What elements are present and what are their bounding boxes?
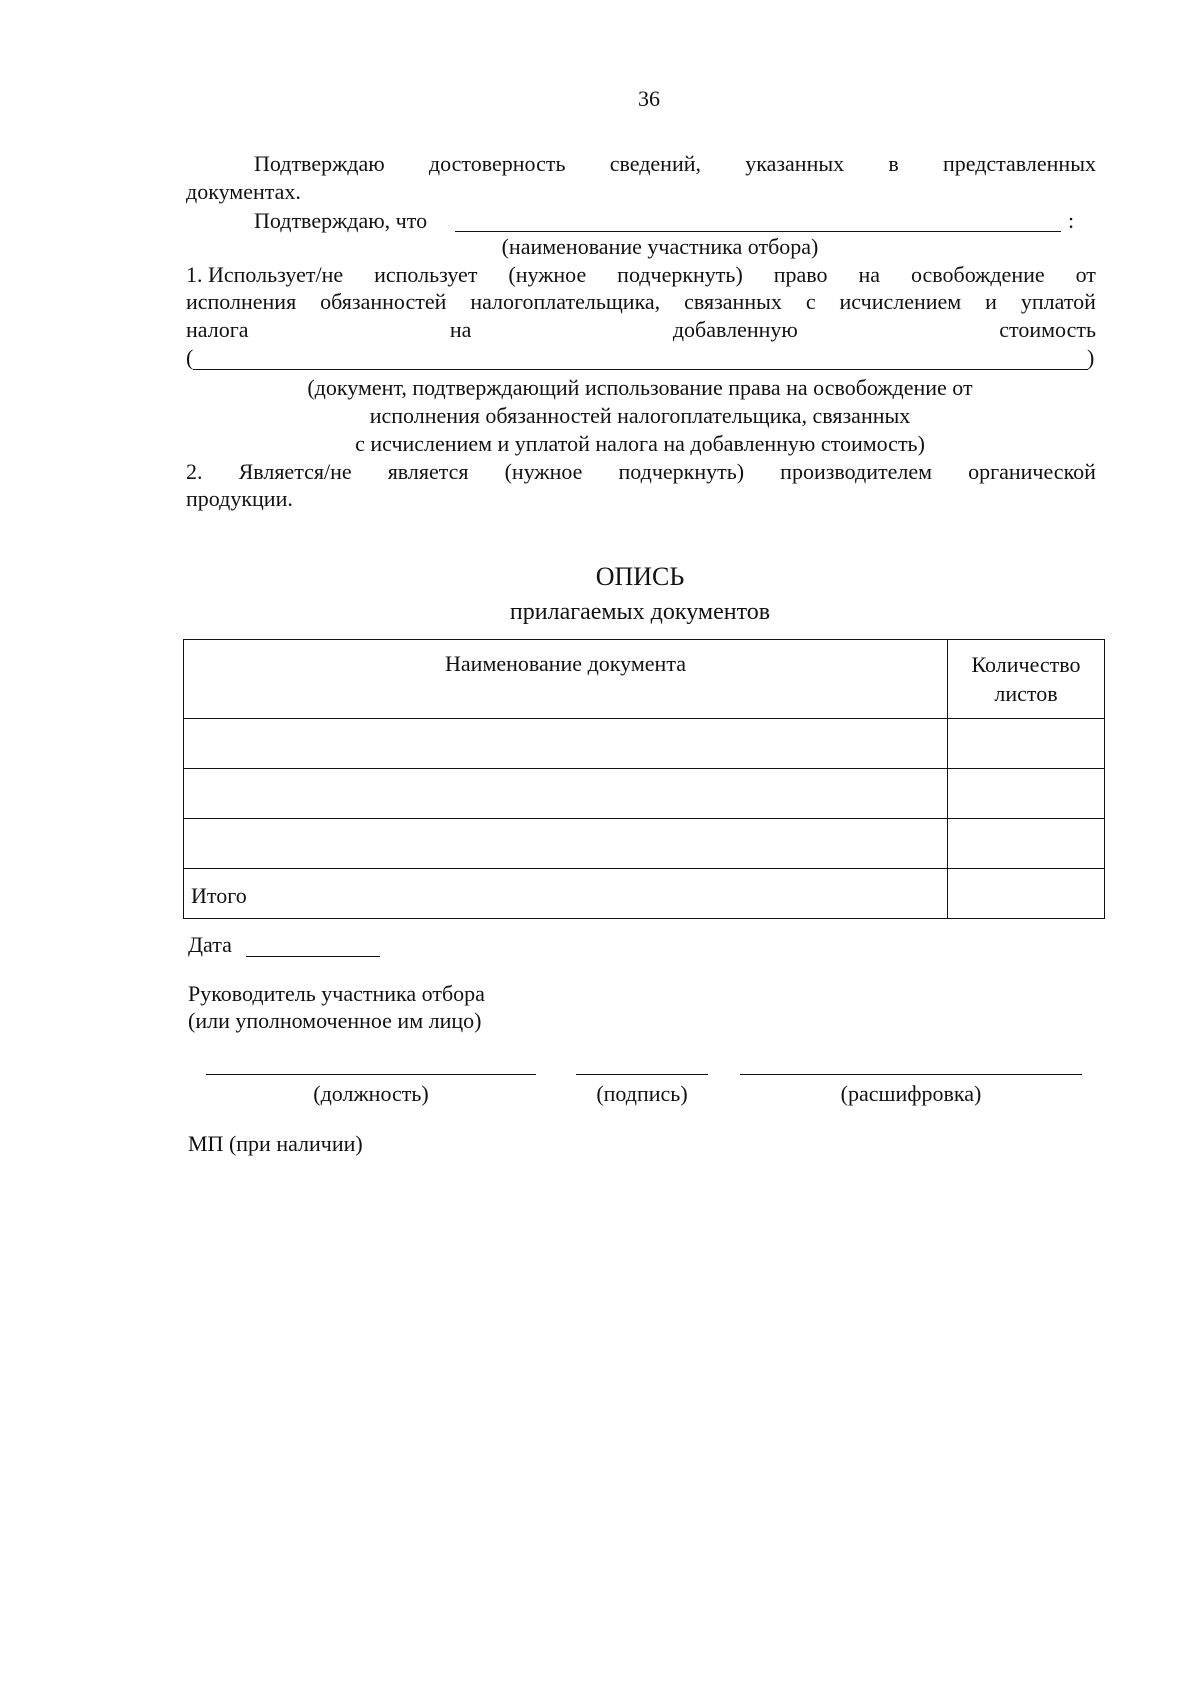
exemption-caption-line-1: (документ, подтверждающий использование права на освобождение от [307, 375, 973, 400]
item1-line-2: исполнения обязанностей налогоплательщика, связанных с исчислением и уплатой [186, 289, 1096, 314]
signature-line[interactable] [576, 1074, 708, 1075]
exemption-document-line[interactable] [193, 369, 1088, 370]
item2-line-2: продукции. [186, 486, 293, 511]
confirm-that-label: Подтверждаю, что [254, 208, 428, 233]
document-name-cell[interactable] [184, 719, 948, 769]
table-row [184, 769, 1105, 819]
document-name-cell[interactable] [184, 769, 948, 819]
decoding-caption: (расшифровка) [840, 1081, 982, 1106]
confirm-line-2: документах. [186, 179, 301, 204]
item1-paren-close: ) [1087, 345, 1095, 370]
position-caption: (должность) [313, 1081, 429, 1106]
participant-caption: (наименование участника отбора) [501, 234, 819, 259]
page-number: 36 [638, 86, 660, 111]
head-label-line-1: Руководитель участника отбора [188, 981, 485, 1006]
head-label-line-2: (или уполномоченное им лицо) [188, 1008, 482, 1033]
total-label-cell: Итого [184, 869, 948, 919]
sheet-count-cell[interactable] [948, 819, 1105, 869]
date-line[interactable] [246, 956, 380, 957]
total-row [184, 869, 1105, 919]
item1-paren-open: ( [186, 345, 194, 370]
item2-line-1: 2. Является/не является (нужное подчеркнуть) производителем органической [186, 459, 1096, 484]
sheet-count-cell[interactable] [948, 719, 1105, 769]
inventory-subtitle: прилагаемых документов [509, 599, 771, 625]
inventory-title: ОПИСЬ [595, 562, 685, 591]
inventory-table [183, 639, 1105, 919]
sheet-count-cell[interactable] [948, 769, 1105, 819]
exemption-caption-line-2: исполнения обязанностей налогоплательщика, связанных [369, 403, 911, 428]
item1-line-3: налога на добавленную стоимость [186, 317, 1096, 342]
participant-name-line[interactable] [455, 231, 1061, 232]
confirm-line-1: Подтверждаю достоверность сведений, указанных в представленных [254, 151, 1096, 176]
table-row [184, 719, 1105, 769]
column-header-document-name: Наименование документа [184, 640, 948, 719]
total-sheet-count-cell[interactable] [948, 869, 1105, 919]
stamp-label: МП (при наличии) [188, 1131, 363, 1156]
document-name-cell[interactable] [184, 819, 948, 869]
position-line[interactable] [206, 1074, 536, 1075]
confirm-that-colon: : [1068, 208, 1075, 233]
column-header-sheet-count: Количество листов [948, 640, 1105, 719]
table-row [184, 819, 1105, 869]
exemption-caption-line-3: с исчислением и уплатой налога на добавленную стоимость) [355, 431, 925, 456]
decoding-line[interactable] [740, 1074, 1082, 1075]
item1-line-1: 1. Использует/не использует (нужное подчеркнуть) право на освобождение от [186, 262, 1096, 287]
inventory-header-row [184, 640, 1105, 719]
signature-caption: (подпись) [596, 1081, 688, 1106]
date-label: Дата [188, 932, 232, 957]
